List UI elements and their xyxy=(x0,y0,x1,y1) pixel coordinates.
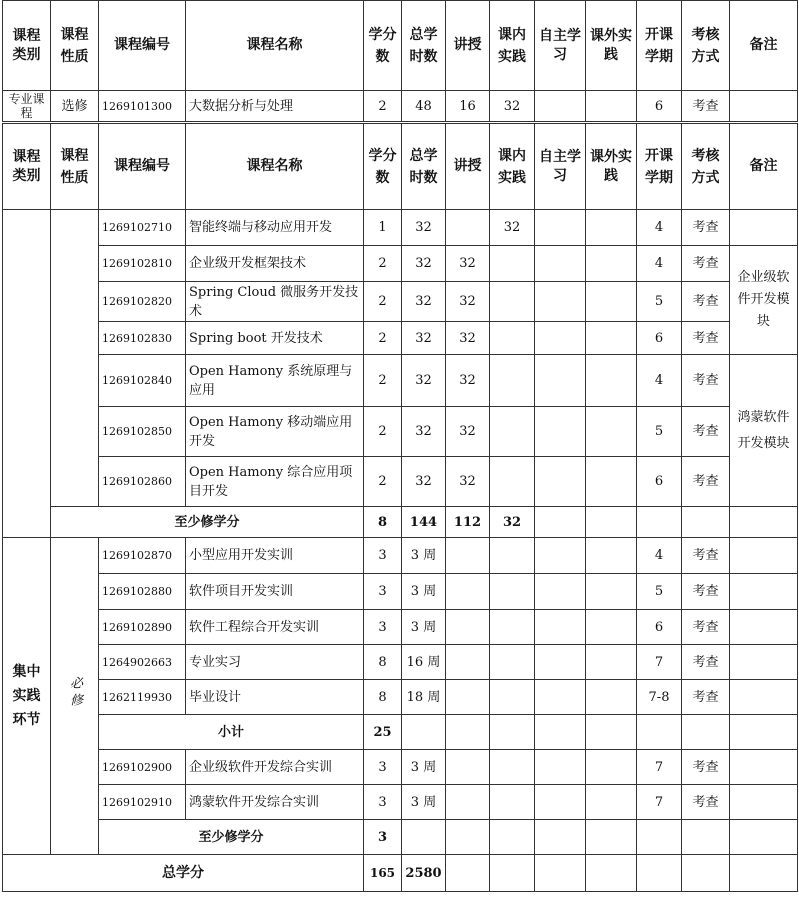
course-assess: 考查 xyxy=(682,322,730,355)
table-row xyxy=(3,538,798,574)
course-credits: 2 xyxy=(364,355,402,407)
course-lecture xyxy=(446,210,490,246)
table-row xyxy=(3,574,798,610)
course-term: 7 xyxy=(637,785,682,820)
course-name: Spring boot 开发技术 xyxy=(186,322,364,355)
course-credits: 2 xyxy=(364,322,402,355)
subtotal-credits: 25 xyxy=(364,715,402,750)
course-practice xyxy=(490,246,535,282)
course-term: 5 xyxy=(637,407,682,457)
course-name: Open Hamony 综合应用项目开发 xyxy=(186,457,364,507)
course-assess: 考查 xyxy=(682,750,730,785)
course-term: 4 xyxy=(637,210,682,246)
course-credits: 1 xyxy=(364,210,402,246)
course-name: 小型应用开发实训 xyxy=(186,538,364,574)
course-lecture: 32 xyxy=(446,407,490,457)
module-note-enterprise: 企业级软件开发模块 xyxy=(730,246,798,355)
header-practice: 课内实践 xyxy=(490,124,535,210)
course-name: Open Hamony 移动端应用开发 xyxy=(186,407,364,457)
course-term: 7-8 xyxy=(637,680,682,715)
course-name: 软件项目开发实训 xyxy=(186,574,364,610)
course-term: 6 xyxy=(637,322,682,355)
course-practice: 32 xyxy=(490,91,535,122)
table-row xyxy=(3,785,798,820)
course-assess: 考查 xyxy=(682,246,730,282)
header-lecture: 讲授 xyxy=(446,124,490,210)
min-lecture-value: 112 xyxy=(446,507,490,538)
course-assess: 考查 xyxy=(682,574,730,610)
course-practice xyxy=(490,355,535,407)
course-term: 4 xyxy=(637,538,682,574)
table-row xyxy=(3,645,798,680)
course-code: 1269102890 xyxy=(99,610,186,645)
course-assess: 考查 xyxy=(682,610,730,645)
course-name: 智能终端与移动应用开发 xyxy=(186,210,364,246)
course-hours: 3 周 xyxy=(402,574,446,610)
course-credits: 2 xyxy=(364,407,402,457)
course-name: 鸿蒙软件开发综合实训 xyxy=(186,785,364,820)
course-hours: 32 xyxy=(402,407,446,457)
course-lecture: 16 xyxy=(446,91,490,122)
course-term: 5 xyxy=(637,574,682,610)
main-block xyxy=(2,123,797,892)
min-credits-value: 8 xyxy=(364,507,402,538)
course-hours: 48 xyxy=(402,91,446,122)
course-hours: 32 xyxy=(402,457,446,507)
table-row xyxy=(3,322,798,355)
header-row xyxy=(3,124,798,210)
course-credits: 3 xyxy=(364,610,402,645)
course-hours: 32 xyxy=(402,282,446,322)
table-row xyxy=(3,91,798,122)
practice-min-row xyxy=(3,820,798,855)
course-hours: 3 周 xyxy=(402,610,446,645)
header-note: 备注 xyxy=(730,124,798,210)
course-credits: 8 xyxy=(364,645,402,680)
course-name: 软件工程综合开发实训 xyxy=(186,610,364,645)
course-code: 1269102710 xyxy=(99,210,186,246)
course-practice: 32 xyxy=(490,210,535,246)
course-lecture: 32 xyxy=(446,246,490,282)
total-row xyxy=(3,855,798,892)
course-code: 1264902663 xyxy=(99,645,186,680)
course-code: 1269101300 xyxy=(99,91,186,122)
course-lecture: 32 xyxy=(446,282,490,322)
course-term: 4 xyxy=(637,355,682,407)
course-assess: 考查 xyxy=(682,538,730,574)
table-row xyxy=(3,282,798,322)
course-credits: 2 xyxy=(364,282,402,322)
course-credits: 3 xyxy=(364,538,402,574)
min-credits-label: 至少修学分 xyxy=(51,507,364,538)
course-code: 1269102840 xyxy=(99,355,186,407)
header-self-study: 自主学习 xyxy=(535,1,586,91)
course-lecture: 32 xyxy=(446,355,490,407)
header-name: 课程名称 xyxy=(186,1,364,91)
course-practice xyxy=(490,322,535,355)
course-assess: 考查 xyxy=(682,210,730,246)
elective-block xyxy=(2,0,797,122)
course-term: 7 xyxy=(637,645,682,680)
course-code: 1269102820 xyxy=(99,282,186,322)
table-row xyxy=(3,680,798,715)
course-name: Open Hamony 系统原理与应用 xyxy=(186,355,364,407)
table-row xyxy=(3,457,798,507)
course-term: 6 xyxy=(637,457,682,507)
table-row xyxy=(3,210,798,246)
course-code: 1269102870 xyxy=(99,538,186,574)
course-code: 1269102830 xyxy=(99,322,186,355)
course-term: 5 xyxy=(637,282,682,322)
course-credits: 8 xyxy=(364,680,402,715)
header-extra-practice: 课外实践 xyxy=(586,124,637,210)
course-code: 1269102810 xyxy=(99,246,186,282)
course-hours: 32 xyxy=(402,322,446,355)
header-hours: 总学时数 xyxy=(402,124,446,210)
course-assess: 考查 xyxy=(682,645,730,680)
table-row xyxy=(3,750,798,785)
header-extra-practice: 课外实践 xyxy=(586,1,637,91)
course-assess: 考查 xyxy=(682,355,730,407)
course-hours: 32 xyxy=(402,210,446,246)
course-lecture: 32 xyxy=(446,322,490,355)
course-credits: 3 xyxy=(364,785,402,820)
course-code: 1262119930 xyxy=(99,680,186,715)
subtotal-row xyxy=(3,715,798,750)
total-hours: 2580 xyxy=(402,855,446,892)
elective-nature: 选修 xyxy=(51,91,99,122)
header-nature: 课程性质 xyxy=(51,1,99,91)
practice-nature: 必修 xyxy=(67,676,82,710)
subtotal-label: 小计 xyxy=(99,715,364,750)
header-term: 开课学期 xyxy=(637,124,682,210)
practice-min-label: 至少修学分 xyxy=(99,820,364,855)
course-hours: 3 周 xyxy=(402,785,446,820)
header-credits: 学分数 xyxy=(364,1,402,91)
course-practice xyxy=(490,282,535,322)
course-credits: 2 xyxy=(364,246,402,282)
course-practice xyxy=(490,457,535,507)
course-name: 专业实习 xyxy=(186,645,364,680)
course-hours: 18 周 xyxy=(402,680,446,715)
course-assess: 考查 xyxy=(682,407,730,457)
course-credits: 3 xyxy=(364,574,402,610)
course-hours: 3 周 xyxy=(402,750,446,785)
practice-category: 集中实践环节 xyxy=(3,538,51,855)
course-practice xyxy=(490,407,535,457)
course-name: 企业级软件开发综合实训 xyxy=(186,750,364,785)
header-assess: 考核方式 xyxy=(682,1,730,91)
header-note: 备注 xyxy=(730,1,798,91)
course-lecture: 32 xyxy=(446,457,490,507)
course-assess: 考查 xyxy=(682,91,730,122)
course-term: 6 xyxy=(637,610,682,645)
table-row xyxy=(3,246,798,282)
course-hours: 32 xyxy=(402,355,446,407)
table-row xyxy=(3,407,798,457)
course-hours: 32 xyxy=(402,246,446,282)
header-self-study: 自主学习 xyxy=(535,124,586,210)
header-row xyxy=(3,1,798,91)
header-practice: 课内实践 xyxy=(490,1,535,91)
min-practice-value: 32 xyxy=(490,507,535,538)
header-term: 开课学期 xyxy=(637,1,682,91)
course-assess: 考查 xyxy=(682,457,730,507)
header-assess: 考核方式 xyxy=(682,124,730,210)
header-code: 课程编号 xyxy=(99,124,186,210)
min-hours-value: 144 xyxy=(402,507,446,538)
module-min-row xyxy=(3,507,798,538)
header-lecture: 讲授 xyxy=(446,1,490,91)
course-hours: 3 周 xyxy=(402,538,446,574)
course-code: 1269102880 xyxy=(99,574,186,610)
course-code: 1269102860 xyxy=(99,457,186,507)
header-category: 课程类别 xyxy=(3,124,51,210)
course-name: 企业级开发框架技术 xyxy=(186,246,364,282)
course-name: 毕业设计 xyxy=(186,680,364,715)
course-assess: 考查 xyxy=(682,785,730,820)
course-code: 1269102900 xyxy=(99,750,186,785)
course-name: Spring Cloud 微服务开发技术 xyxy=(186,282,364,322)
elective-table xyxy=(2,0,798,122)
header-category: 课程类别 xyxy=(3,1,51,91)
course-term: 6 xyxy=(637,91,682,122)
table-row xyxy=(3,355,798,407)
header-nature: 课程性质 xyxy=(51,124,99,210)
module-note-harmony: 鸿蒙软件开发模块 xyxy=(730,355,798,507)
course-term: 4 xyxy=(637,246,682,282)
course-hours: 16 周 xyxy=(402,645,446,680)
course-code: 1269102910 xyxy=(99,785,186,820)
course-assess: 考查 xyxy=(682,282,730,322)
table-row xyxy=(3,610,798,645)
course-credits: 3 xyxy=(364,750,402,785)
course-credits: 2 xyxy=(364,457,402,507)
course-assess: 考查 xyxy=(682,680,730,715)
course-credits: 2 xyxy=(364,91,402,122)
practice-min-credits: 3 xyxy=(364,820,402,855)
main-table xyxy=(2,123,798,892)
elective-category: 专业课程 xyxy=(3,91,51,122)
header-hours: 总学时数 xyxy=(402,1,446,91)
header-credits: 学分数 xyxy=(364,124,402,210)
course-code: 1269102850 xyxy=(99,407,186,457)
total-label: 总学分 xyxy=(3,855,364,892)
header-name: 课程名称 xyxy=(186,124,364,210)
course-name: 大数据分析与处理 xyxy=(186,91,364,122)
total-credits: 165 xyxy=(364,855,402,892)
header-code: 课程编号 xyxy=(99,1,186,91)
course-term: 7 xyxy=(637,750,682,785)
